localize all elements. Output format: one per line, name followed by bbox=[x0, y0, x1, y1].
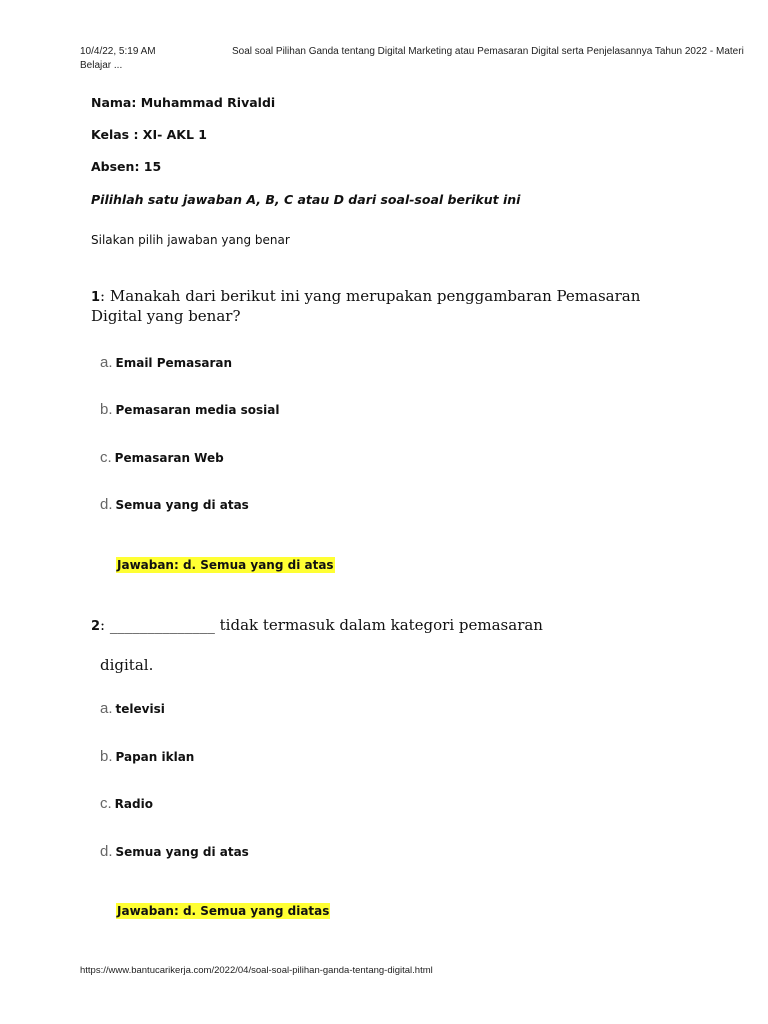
option-text: Semua yang di atas bbox=[115, 845, 249, 859]
question-2-text-line2: digital. bbox=[100, 656, 154, 674]
option-letter: c. bbox=[100, 795, 112, 812]
option-letter: b. bbox=[100, 401, 113, 418]
question-1-option-b bbox=[100, 401, 280, 418]
question-2-option-a bbox=[100, 700, 165, 717]
instruction-main: Pilihlah satu jawaban A, B, C atau D dari soal-soal berikut ini bbox=[91, 192, 521, 207]
option-text: televisi bbox=[115, 702, 165, 716]
option-text: Radio bbox=[114, 797, 153, 811]
question-2-option-d bbox=[100, 843, 249, 860]
student-class: Kelas : XI- AKL 1 bbox=[91, 127, 208, 142]
question-2-answer: Jawaban: d. Semua yang diatas bbox=[117, 904, 330, 918]
question-1-option-d bbox=[100, 496, 249, 513]
option-text: Email Pemasaran bbox=[115, 356, 233, 370]
question-2-number: 2 bbox=[91, 619, 101, 634]
question-2-text-line1: : ______________ tidak termasuk dalam kategori pemasaran bbox=[100, 616, 543, 634]
print-footer-url: https://www.bantucarikerja.com/2022/04/soal-soal-pilihan-ganda-tentang-digital.html bbox=[80, 965, 433, 976]
option-letter: d. bbox=[100, 496, 113, 513]
question-2-option-c bbox=[100, 795, 153, 812]
option-text: Pemasaran Web bbox=[114, 451, 224, 465]
option-letter: c. bbox=[100, 449, 112, 466]
option-text: Papan iklan bbox=[115, 750, 195, 764]
option-letter: b. bbox=[100, 748, 113, 765]
question-1-number: 1 bbox=[91, 290, 101, 305]
student-absen: Absen: 15 bbox=[91, 159, 162, 174]
question-1-text: : Manakah dari berikut ini yang merupakan penggambaran Pemasaran Digital yang benar? bbox=[91, 287, 641, 325]
option-letter: a. bbox=[100, 700, 113, 717]
question-2-option-b bbox=[100, 748, 194, 765]
print-page-title: Soal soal Pilihan Ganda tentang Digital Marketing atau Pemasaran Digital serta Penjelasannya Tahun 2022 - Materi Belajar ... bbox=[80, 46, 744, 71]
option-letter: a. bbox=[100, 354, 113, 371]
option-letter: d. bbox=[100, 843, 113, 860]
question-1-option-c bbox=[100, 449, 224, 466]
print-datetime: 10/4/22, 5:19 AM bbox=[80, 46, 156, 57]
question-1 bbox=[91, 287, 691, 326]
student-name: Nama: Muhammad Rivaldi bbox=[91, 95, 276, 110]
option-text: Pemasaran media sosial bbox=[115, 403, 280, 417]
question-2 bbox=[91, 616, 711, 636]
print-header bbox=[80, 45, 750, 73]
question-1-option-a bbox=[100, 354, 232, 371]
option-text: Semua yang di atas bbox=[115, 498, 249, 512]
instruction-sub: Silakan pilih jawaban yang benar bbox=[91, 233, 290, 247]
question-1-answer: Jawaban: d. Semua yang di atas bbox=[117, 558, 334, 572]
